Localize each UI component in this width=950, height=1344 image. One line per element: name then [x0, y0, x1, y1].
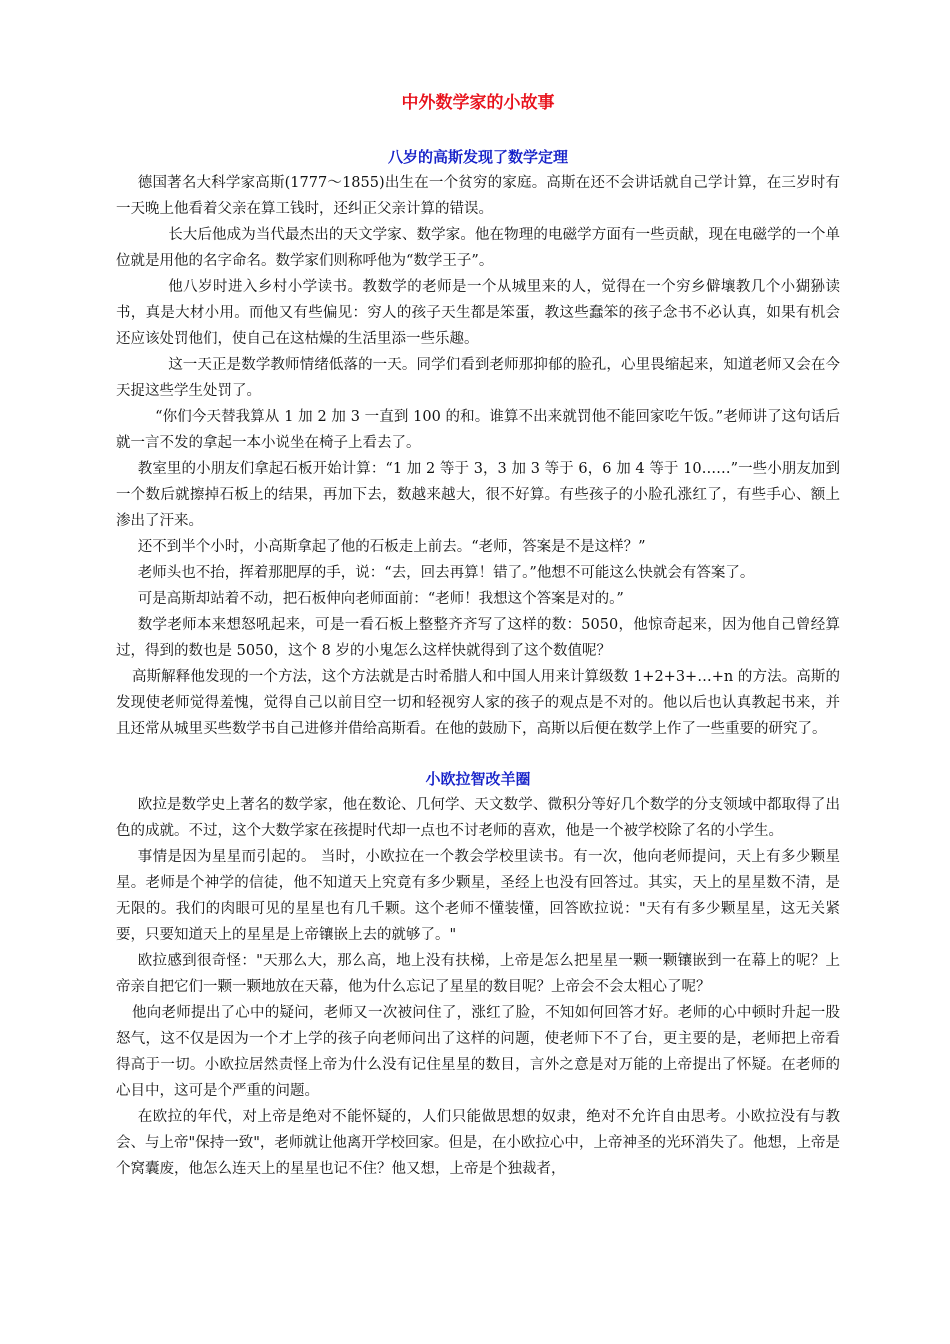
paragraph: 教室里的小朋友们拿起石板开始计算：“1 加 2 等于 3，3 加 3 等于 6，6 加 4 等于 10……”一些小朋友加到一个数后就擦掉石板上的结果，再加下去，数越来越大，很不好算。有些孩子的小脸孔涨红了，有些手心、额上渗出了汗来。 — [116, 461, 840, 529]
paragraph: 欧拉是数学史上著名的数学家，他在数论、几何学、天文数学、微积分等好几个数学的分支领域中都取得了出色的成就。不过，这个大数学家在孩提时代却一点也不讨老师的喜欢，他是一个被学校除了名的小学生。 — [116, 797, 840, 839]
document-page — [116, 90, 840, 1206]
paragraph: 可是高斯却站着不动，把石板伸向老师面前：“老师！我想这个答案是对的。” — [137, 591, 624, 607]
paragraph: “你们今天替我算从 1 加 2 加 3 一直到 100 的和。谁算不出来就罚他不能回家吃午饭。”老师讲了这句话后就一言不发的拿起一本小说坐在椅子上看去了。 — [116, 409, 840, 451]
paragraph: 长大后他成为当代最杰出的天文学家、数学家。他在物理的电磁学方面有一些贡献，现在电磁学的一个单位就是用他的名字命名。数学家们则称呼他为“数学王子”。 — [116, 227, 840, 269]
section-heading: 小欧拉智改羊圈 — [425, 770, 531, 788]
paragraph: 老师头也不抬，挥着那肥厚的手，说：“去，回去再算！错了。”他想不可能这么快就会有答案了。 — [137, 565, 755, 581]
paragraph: 他八岁时进入乡村小学读书。教数学的老师是一个从城里来的人，觉得在一个穷乡僻壤教几个小猢狲读书，真是大材小用。而他又有些偏见：穷人的孩子天生都是笨蛋，教这些蠢笨的孩子念书不必认真，如果有机会还应该处罚他们，使自己在这枯燥的生活里添一些乐趣。 — [116, 279, 840, 347]
section-euler — [116, 766, 840, 1182]
paragraph: 在欧拉的年代，对上帝是绝对不能怀疑的，人们只能做思想的奴隶，绝对不允许自由思考。小欧拉没有与教会、与上帝"保持一致"，老师就让他离开学校回家。但是，在小欧拉心中，上帝神圣的光环消失了。他想，上帝是个窝囊废，他怎么连天上的星星也记不住？他又想，上帝是个独裁者， — [116, 1109, 840, 1177]
paragraph: 这一天正是数学教师情绪低落的一天。同学们看到老师那抑郁的脸孔，心里畏缩起来，知道老师又会在今天捉这些学生处罚了。 — [116, 357, 840, 399]
paragraph: 德国著名大科学家高斯(1777～1855)出生在一个贫穷的家庭。高斯在还不会讲话就自己学计算，在三岁时有一天晚上他看着父亲在算工钱时，还纠正父亲计算的错误。 — [116, 175, 840, 217]
document-title: 中外数学家的小故事 — [401, 93, 555, 113]
paragraph: 他向老师提出了心中的疑问，老师又一次被问住了，涨红了脸，不知如何回答才好。老师的心中顿时升起一股怒气，这不仅是因为一个才上学的孩子向老师问出了这样的问题，使老师下不了台，更主要的是，老师把上帝看得高于一切。小欧拉居然责怪上帝为什么没有记住星星的数目，言外之意是对万能的上帝提出了怀疑。在老师的心目中，这可是个严重的问题。 — [116, 1005, 840, 1099]
paragraph: 数学老师本来想怒吼起来，可是一看石板上整整齐齐写了这样的数：5050，他惊奇起来，因为他自己曾经算过，得到的数也是 5050，这个 8 岁的小鬼怎么这样快就得到了这个数值呢？ — [116, 617, 840, 659]
section-gauss — [116, 144, 840, 742]
paragraph: 事情是因为星星而引起的。 当时，小欧拉在一个教会学校里读书。有一次，他向老师提问，天上有多少颗星星。老师是个神学的信徒，他不知道天上究竟有多少颗星，圣经上也没有回答过。其实，天上的星星数不清，是无限的。我们的肉眼可见的星星也有几千颗。这个老师不懂装懂，回答欧拉说："天有有多少颗星星，这无关紧要，只要知道天上的星星是上帝镶嵌上去的就够了。" — [116, 849, 840, 943]
paragraph: 欧拉感到很奇怪："天那么大，那么高，地上没有扶梯，上帝是怎么把星星一颗一颗镶嵌到一在幕上的呢？上帝亲自把它们一颗一颗地放在天幕，他为什么忘记了星星的数目呢？上帝会不会太粗心了呢？ — [116, 953, 840, 995]
paragraph: 高斯解释他发现的一个方法，这个方法就是古时希腊人和中国人用来计算级数 1+2+3+…+n 的方法。高斯的发现使老师觉得羞愧，觉得自己以前目空一切和轻视穷人家的孩子的观点是不对的。他以后也认真教起书来，并且还常从城里买些数学书自己进修并借给高斯看。在他的鼓励下，高斯以后便在数学上作了一些重要的研究了。 — [116, 669, 840, 737]
section-heading: 八岁的高斯发现了数学定理 — [387, 148, 568, 166]
paragraph: 还不到半个小时，小高斯拿起了他的石板走上前去。“老师，答案是不是这样？” — [137, 539, 646, 555]
